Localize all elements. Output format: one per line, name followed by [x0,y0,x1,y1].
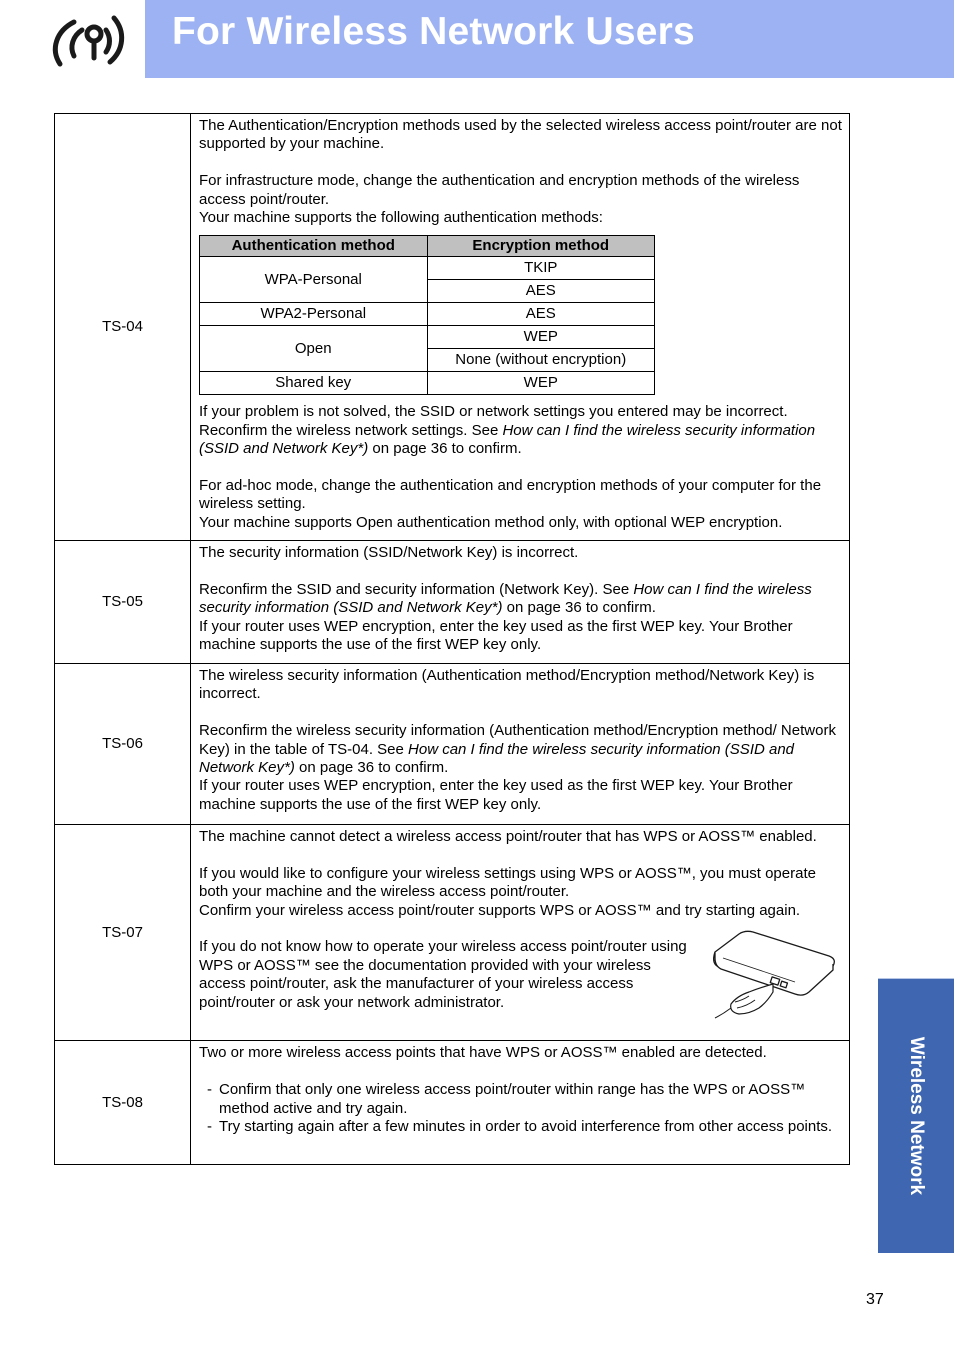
list-item [199,1081,847,1118]
error-description-cell [191,114,850,541]
encryption-method-cell: WEP [427,372,655,395]
troubleshooting-table [54,113,850,1165]
paragraph: If your problem is not solved, the SSID or network settings you entered may be incorrect. [199,403,788,421]
error-code-cell: TS-05 [55,541,191,664]
auth-column-header: Authentication method [200,236,428,257]
cross-reference: How can I find the wireless security information (SSID and Network Key*) [199,740,795,777]
text: Reconfirm the SSID and security information (Network Key). See [199,580,634,598]
paragraph: If you would like to configure your wireless settings using WPS or AOSS™, you must operate both your machine and the wireless access point/router. [199,864,816,901]
encryption-column-header: Encryption method [427,236,655,257]
encryption-method-cell: TKIP [427,257,655,280]
auth-method-cell: WPA-Personal [200,257,428,303]
auth-method-table [199,235,655,395]
encryption-method-cell: WEP [427,326,655,349]
auth-method-cell: WPA2-Personal [200,303,428,326]
error-description-cell [191,1041,850,1165]
table-row-ts04 [55,114,850,541]
page-number: 37 [866,1291,884,1308]
error-code-cell: TS-06 [55,664,191,825]
paragraph: Two or more wireless access points that have WPS or AOSS™ enabled are detected. [199,1044,767,1062]
table-row-ts08 [55,1041,850,1165]
paragraph: The machine cannot detect a wireless access point/router that has WPS or AOSS™ enabled. [199,828,817,845]
encryption-method-cell: AES [427,280,655,303]
paragraph: If your router uses WEP encryption, enter the key used as the first WEP key. Your Brother machine supports the use of the first WEP key only. [199,617,793,654]
table-row-ts07 [55,825,850,1041]
paragraph: If you do not know how to operate your wireless access point/router using WPS or AOSS™ see the documentation provided with your wireless access point/router, ask the manufacturer of your wireless access point/router or ask your network administrator. [199,938,687,1011]
error-code-cell: TS-07 [55,825,191,1041]
section-side-tab [878,978,954,1253]
auth-method-cell: Open [200,326,428,372]
error-description-cell [191,825,850,1041]
paragraph: Your machine supports the following authentication methods: [199,209,603,227]
header-bar [145,0,954,78]
text: Reconfirm the wireless security information (Authentication method/Encryption method/ Network Key) in the table of TS-04. See [199,722,836,758]
auth-method-cell: Shared key [200,372,428,395]
text: Reconfirm the wireless network settings. See [199,421,503,439]
error-description-cell [191,664,850,825]
paragraph: Confirm your wireless access point/router supports WPS or AOSS™ and try starting again. [199,901,801,919]
bullet-marker: - [207,1081,212,1099]
wireless-signal-icon [44,6,144,74]
paragraph: For ad-hoc mode, change the authentication and encryption methods of your computer for the wireless setting. [199,477,822,513]
list-item-text: Try starting again after a few minutes in order to avoid interference from other access points. [219,1118,833,1136]
encryption-method-cell: None (without encryption) [427,349,655,372]
paragraph: For infrastructure mode, change the authentication and encryption methods of the wireless access point/router. [199,172,800,208]
list-item-text: Confirm that only one wireless access point/router within range has the WPS or AOSS™ method active and try again. [219,1081,806,1117]
paragraph: The security information (SSID/Network Key) is incorrect. [199,544,579,561]
router-button-press-illustration [709,922,839,1026]
paragraph [199,722,847,777]
encryption-method-cell: AES [427,303,655,326]
cross-reference: How can I find the wireless security information (SSID and Network Key*) [199,421,816,458]
error-code-cell: TS-04 [55,114,191,541]
text: on page 36 to confirm. [502,599,656,617]
text: on page 36 to confirm. [294,759,449,777]
cross-reference: How can I find the wireless security information (SSID and Network Key*) [199,580,812,617]
list-item [199,1118,847,1136]
page-title: For Wireless Network Users [172,10,695,53]
bullet-marker: - [207,1118,212,1136]
paragraph: The Authentication/Encryption methods used by the selected wireless access point/router are not supported by your machine. [199,117,842,153]
text: on page 36 to confirm. [368,440,522,458]
table-row-ts06 [55,664,850,825]
paragraph [199,581,847,618]
paragraph: The wireless security information (Authentication method/Encryption method/Network Key) is incorrect. [199,667,815,703]
error-description-cell [191,541,850,664]
paragraph: Your machine supports Open authentication method only, with optional WEP encryption. [199,513,783,531]
paragraph: If your router uses WEP encryption, enter the key used as the first WEP key. Your Brother machine supports the use of the first WEP key only. [199,777,793,813]
paragraph [199,422,847,459]
table-row-ts05 [55,541,850,664]
error-code-cell: TS-08 [55,1041,191,1165]
section-tab-label: Wireless Network [906,1036,927,1196]
